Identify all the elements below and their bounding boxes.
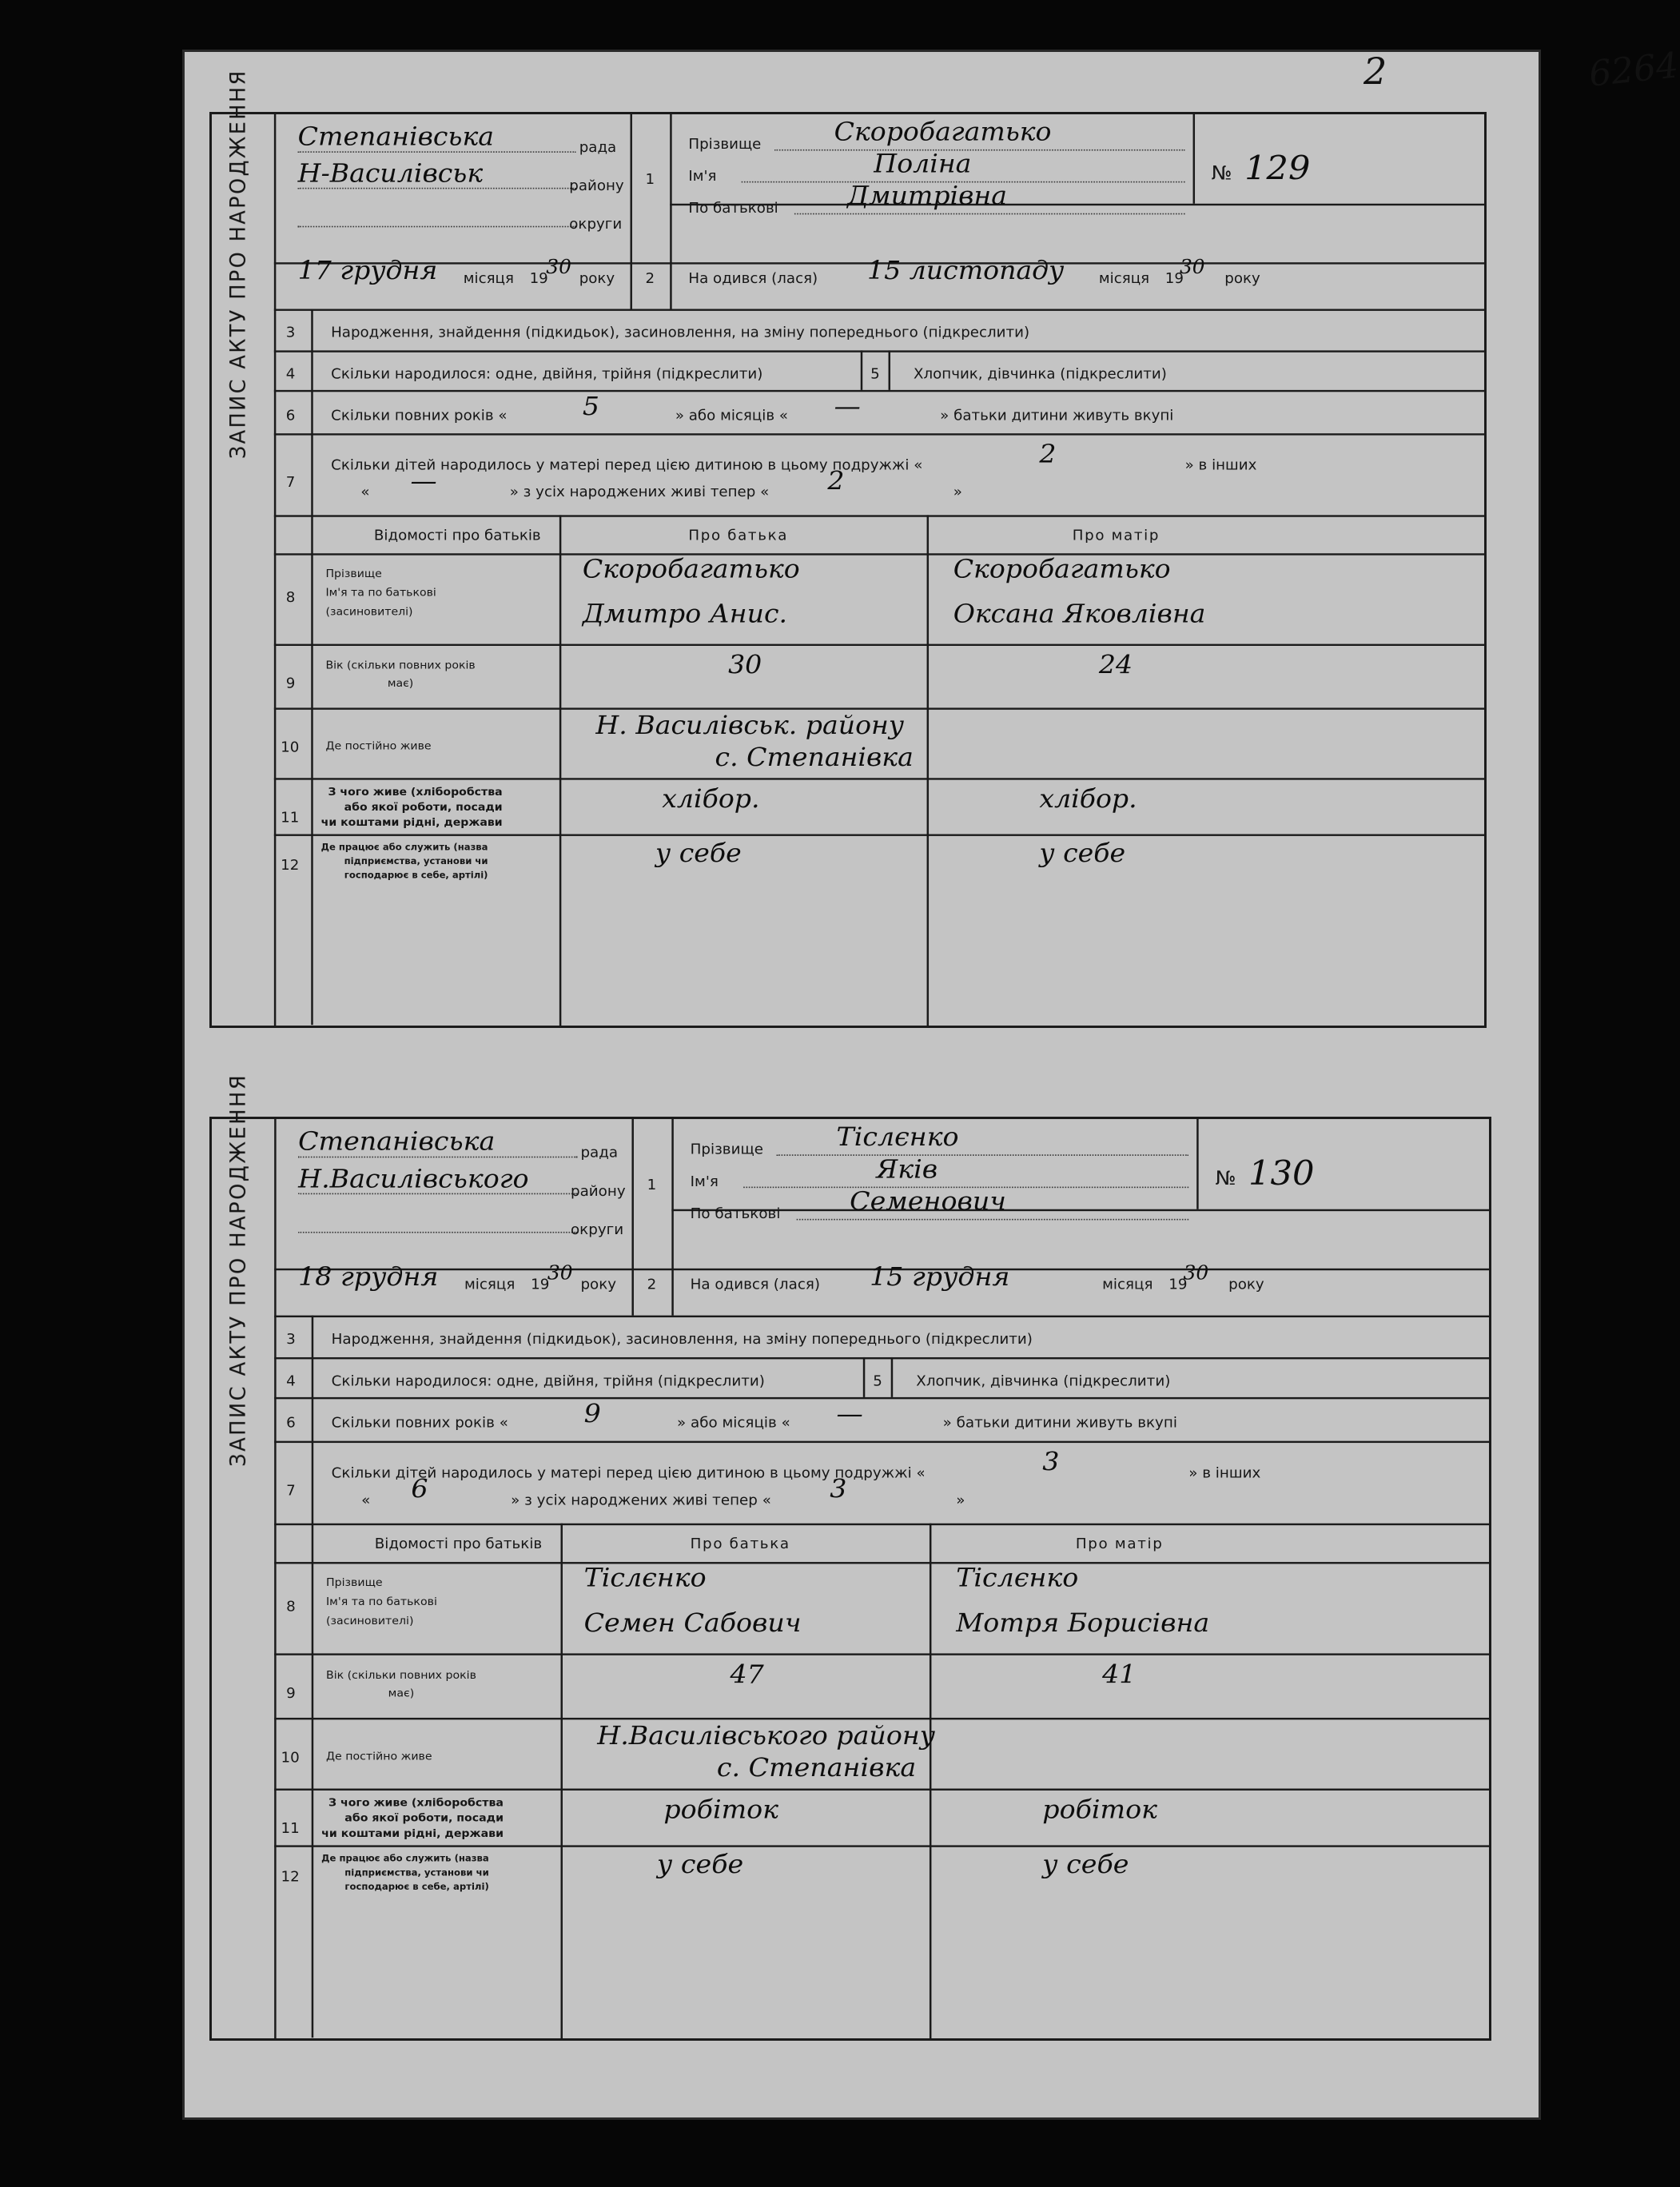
raion-label: району bbox=[570, 1183, 626, 1200]
birth-record-form-1 bbox=[209, 69, 1487, 1028]
num-9: 9 bbox=[285, 675, 296, 692]
born-label: На одився (лася) bbox=[690, 1277, 821, 1293]
okrugy-label: округи bbox=[570, 1221, 624, 1238]
born-year-label: року bbox=[1228, 1277, 1264, 1293]
num-1: 1 bbox=[647, 1177, 657, 1193]
record-number: 130 bbox=[1248, 1154, 1315, 1193]
rada-value: Степанівська bbox=[297, 122, 494, 152]
years-together: 5 bbox=[582, 392, 599, 421]
num-3: 3 bbox=[286, 1331, 296, 1348]
mother-age: 24 bbox=[1098, 650, 1133, 680]
children-before: 2 bbox=[1039, 440, 1057, 469]
row7-a: Скільки дітей народилось у матері перед цією дитиною в цьому подружжі « bbox=[331, 1465, 926, 1482]
num-11: 11 bbox=[281, 1820, 300, 1837]
num-3: 3 bbox=[285, 325, 296, 341]
row11-label: З чого живе (хліборобства або якої роботи, посади чи коштами рідні, держави bbox=[321, 1796, 504, 1840]
num-6: 6 bbox=[286, 1415, 296, 1432]
row7-e: » bbox=[956, 1492, 965, 1509]
row7-a: Скільки дітей народилось у матері перед цією дитиною в цьому подружжі « bbox=[331, 457, 923, 474]
year-label: року bbox=[579, 270, 615, 287]
record-date: 17 грудня bbox=[297, 256, 438, 285]
row7-c: « bbox=[360, 484, 370, 500]
num-4: 4 bbox=[286, 1373, 296, 1390]
num-8: 8 bbox=[285, 589, 296, 606]
mother-name: Мотря Борисівна bbox=[956, 1608, 1210, 1639]
father-work: у себе bbox=[655, 839, 742, 868]
record-num-label: № bbox=[1215, 1167, 1236, 1190]
num-2: 2 bbox=[645, 270, 655, 287]
born-year-label: року bbox=[1224, 270, 1260, 287]
page-mark: 2 bbox=[1364, 50, 1387, 93]
children-other: — bbox=[410, 466, 437, 496]
residence-line1: Н.Василівського району bbox=[597, 1720, 936, 1751]
row4-text: Скільки народилося: одне, двійня, трійня (підкреслити) bbox=[331, 366, 763, 383]
father-age: 47 bbox=[730, 1659, 764, 1690]
h-father: Про батька bbox=[690, 1536, 790, 1552]
record-year: 30 bbox=[547, 1261, 573, 1285]
mother-age: 41 bbox=[1102, 1659, 1137, 1690]
residence-line2: с. Степанівка bbox=[715, 743, 914, 773]
name-label: Ім'я bbox=[688, 168, 717, 185]
raion-value: Н-Василівськ bbox=[297, 158, 484, 189]
num-12: 12 bbox=[281, 1869, 300, 1886]
num-1: 1 bbox=[645, 171, 655, 188]
father-income: хлібор. bbox=[662, 784, 760, 814]
raion-label: району bbox=[569, 177, 624, 194]
rada-value: Степанівська bbox=[298, 1126, 496, 1157]
mother-surname: Скоробагатько bbox=[953, 554, 1171, 584]
row8-label: Прізвище Ім'я та по батькові (засиновителі) bbox=[326, 1576, 437, 1628]
row6-b: » або місяців « bbox=[675, 408, 789, 424]
mother-work: у себе bbox=[1042, 1850, 1129, 1880]
num-2: 2 bbox=[647, 1277, 657, 1293]
num-12: 12 bbox=[281, 858, 300, 874]
side-title: ЗАПИС АКТУ ПРО НАРОДЖЕННЯ bbox=[225, 1073, 251, 1467]
born-date: 15 листопаду bbox=[867, 256, 1065, 285]
patronymic-label: По батькові bbox=[690, 1205, 781, 1222]
born-year-prefix: 19 bbox=[1168, 1277, 1188, 1293]
surname-label: Прізвище bbox=[688, 136, 762, 153]
num-7: 7 bbox=[286, 1483, 296, 1500]
rada-label: рада bbox=[580, 1145, 619, 1161]
row11-label: З чого живе (хліборобства або якої роботи, посади чи коштами рідні, держави bbox=[320, 785, 503, 830]
row12-label: Де працює або служить (назва підприємства, установи чи господарює в себе, артілі) bbox=[321, 1853, 489, 1893]
row7-d: » з усіх народжених живі тепер « bbox=[511, 1492, 771, 1509]
born-date: 15 грудня bbox=[870, 1261, 1010, 1292]
num-7: 7 bbox=[285, 475, 296, 492]
okrugy-label: округи bbox=[569, 216, 623, 233]
h-info: Відомості про батьків bbox=[373, 528, 541, 544]
archive-number: 6264 bbox=[1586, 45, 1680, 95]
father-surname: Скоробагатько bbox=[582, 554, 800, 584]
row3-text: Народження, знайдення (підкидьок), засиновлення, на зміну попереднього (підкреслити) bbox=[331, 325, 1030, 341]
record-number: 129 bbox=[1244, 149, 1311, 188]
born-year: 30 bbox=[1183, 1261, 1209, 1285]
born-label: На одився (лася) bbox=[688, 270, 818, 287]
row4-text: Скільки народилося: одне, двійня, трійня (підкреслити) bbox=[331, 1373, 765, 1390]
row10-label: Де постійно живе bbox=[326, 1750, 432, 1763]
row7-c: « bbox=[361, 1492, 371, 1509]
surname-value: Скоробагатько bbox=[834, 117, 1052, 147]
birth-record-form-2 bbox=[209, 1073, 1491, 2041]
num-9: 9 bbox=[286, 1685, 296, 1702]
row3-text: Народження, знайдення (підкидьок), засиновлення, на зміну попереднього (підкреслити) bbox=[331, 1331, 1033, 1348]
mother-name: Оксана Яковлівна bbox=[953, 599, 1206, 629]
num-5: 5 bbox=[873, 1373, 882, 1390]
name-value: Поліна bbox=[874, 149, 972, 179]
mother-work: у себе bbox=[1039, 839, 1126, 868]
months-together: — bbox=[836, 1399, 863, 1429]
row7-b: » в інших bbox=[1188, 1465, 1261, 1482]
row5-text: Хлопчик, дівчинка (підкреслити) bbox=[914, 366, 1167, 383]
row7-b: » в інших bbox=[1184, 457, 1257, 474]
children-before: 3 bbox=[1042, 1447, 1060, 1477]
mother-income: хлібор. bbox=[1039, 784, 1137, 814]
num-10: 10 bbox=[281, 739, 300, 756]
raion-value: Н.Василівського bbox=[298, 1164, 529, 1194]
num-6: 6 bbox=[285, 408, 296, 424]
father-income: робіток bbox=[663, 1795, 779, 1825]
h-info: Відомості про батьків bbox=[374, 1536, 543, 1552]
surname-label: Прізвище bbox=[690, 1141, 763, 1158]
name-value: Яків bbox=[876, 1154, 938, 1185]
father-name: Дмитро Анис. bbox=[582, 599, 788, 629]
num-10: 10 bbox=[281, 1750, 300, 1767]
num-5: 5 bbox=[870, 366, 880, 383]
month-label: місяця bbox=[463, 270, 514, 287]
born-month-label: місяця bbox=[1098, 270, 1150, 287]
row12-label: Де працює або служить (назва підприємства, установи чи господарює в себе, артілі) bbox=[320, 842, 488, 881]
h-mother: Про матір bbox=[1075, 1536, 1164, 1552]
patronymic-label: По батькові bbox=[688, 200, 778, 217]
born-year: 30 bbox=[1179, 256, 1205, 279]
father-age: 30 bbox=[728, 650, 762, 680]
residence-line2: с. Степанівка bbox=[716, 1753, 917, 1783]
name-label: Ім'я bbox=[690, 1173, 719, 1190]
father-name: Семен Сабович bbox=[583, 1608, 802, 1639]
row9-label: Вік (скільки повних років має) bbox=[325, 659, 476, 691]
row6-a: Скільки повних років « bbox=[331, 408, 508, 424]
row6-c: » батьки дитини живуть вкупі bbox=[942, 1415, 1177, 1432]
residence-line1: Н. Василівськ. району bbox=[595, 711, 905, 741]
h-mother: Про матір bbox=[1072, 528, 1160, 544]
children-alive: 3 bbox=[830, 1474, 847, 1504]
father-surname: Тіслєнко bbox=[583, 1563, 707, 1593]
surname-value: Тіслєнко bbox=[836, 1122, 959, 1153]
num-11: 11 bbox=[281, 810, 300, 827]
row7-e: » bbox=[953, 484, 962, 500]
side-title: ЗАПИС АКТУ ПРО НАРОДЖЕННЯ bbox=[225, 69, 251, 460]
row8-label: Прізвище Ім'я та по батькові (засиновителі) bbox=[325, 567, 436, 619]
year-prefix: 19 bbox=[531, 1277, 550, 1293]
row5-text: Хлопчик, дівчинка (підкреслити) bbox=[916, 1373, 1171, 1390]
born-month-label: місяця bbox=[1102, 1277, 1153, 1293]
row6-b: » або місяців « bbox=[676, 1415, 790, 1432]
months-together: — bbox=[834, 392, 861, 421]
children-other: 6 bbox=[411, 1474, 428, 1504]
row9-label: Вік (скільки повних років має) bbox=[326, 1668, 476, 1700]
father-work: у себе bbox=[657, 1850, 744, 1880]
num-8: 8 bbox=[286, 1598, 296, 1615]
born-year-prefix: 19 bbox=[1164, 270, 1184, 287]
patronymic-value: Дмитрівна bbox=[847, 181, 1007, 211]
month-label: місяця bbox=[464, 1277, 516, 1293]
row7-d: » з усіх народжених живі тепер « bbox=[509, 484, 770, 500]
row6-c: » батьки дитини живуть вкупі bbox=[940, 408, 1174, 424]
h-father: Про батька bbox=[688, 528, 789, 544]
row10-label: Де постійно живе bbox=[325, 739, 432, 753]
row6-a: Скільки повних років « bbox=[331, 1415, 508, 1432]
rada-label: рада bbox=[579, 139, 617, 156]
record-year: 30 bbox=[546, 256, 571, 279]
year-prefix: 19 bbox=[529, 270, 548, 287]
year-label: року bbox=[580, 1277, 617, 1293]
patronymic-value: Семенович bbox=[850, 1186, 1006, 1217]
children-alive: 2 bbox=[827, 466, 845, 496]
record-num-label: № bbox=[1211, 161, 1232, 185]
mother-income: робіток bbox=[1042, 1795, 1157, 1825]
mother-surname: Тіслєнко bbox=[956, 1563, 1079, 1593]
num-4: 4 bbox=[285, 366, 296, 383]
record-date: 18 грудня bbox=[298, 1261, 439, 1292]
years-together: 9 bbox=[583, 1399, 601, 1429]
